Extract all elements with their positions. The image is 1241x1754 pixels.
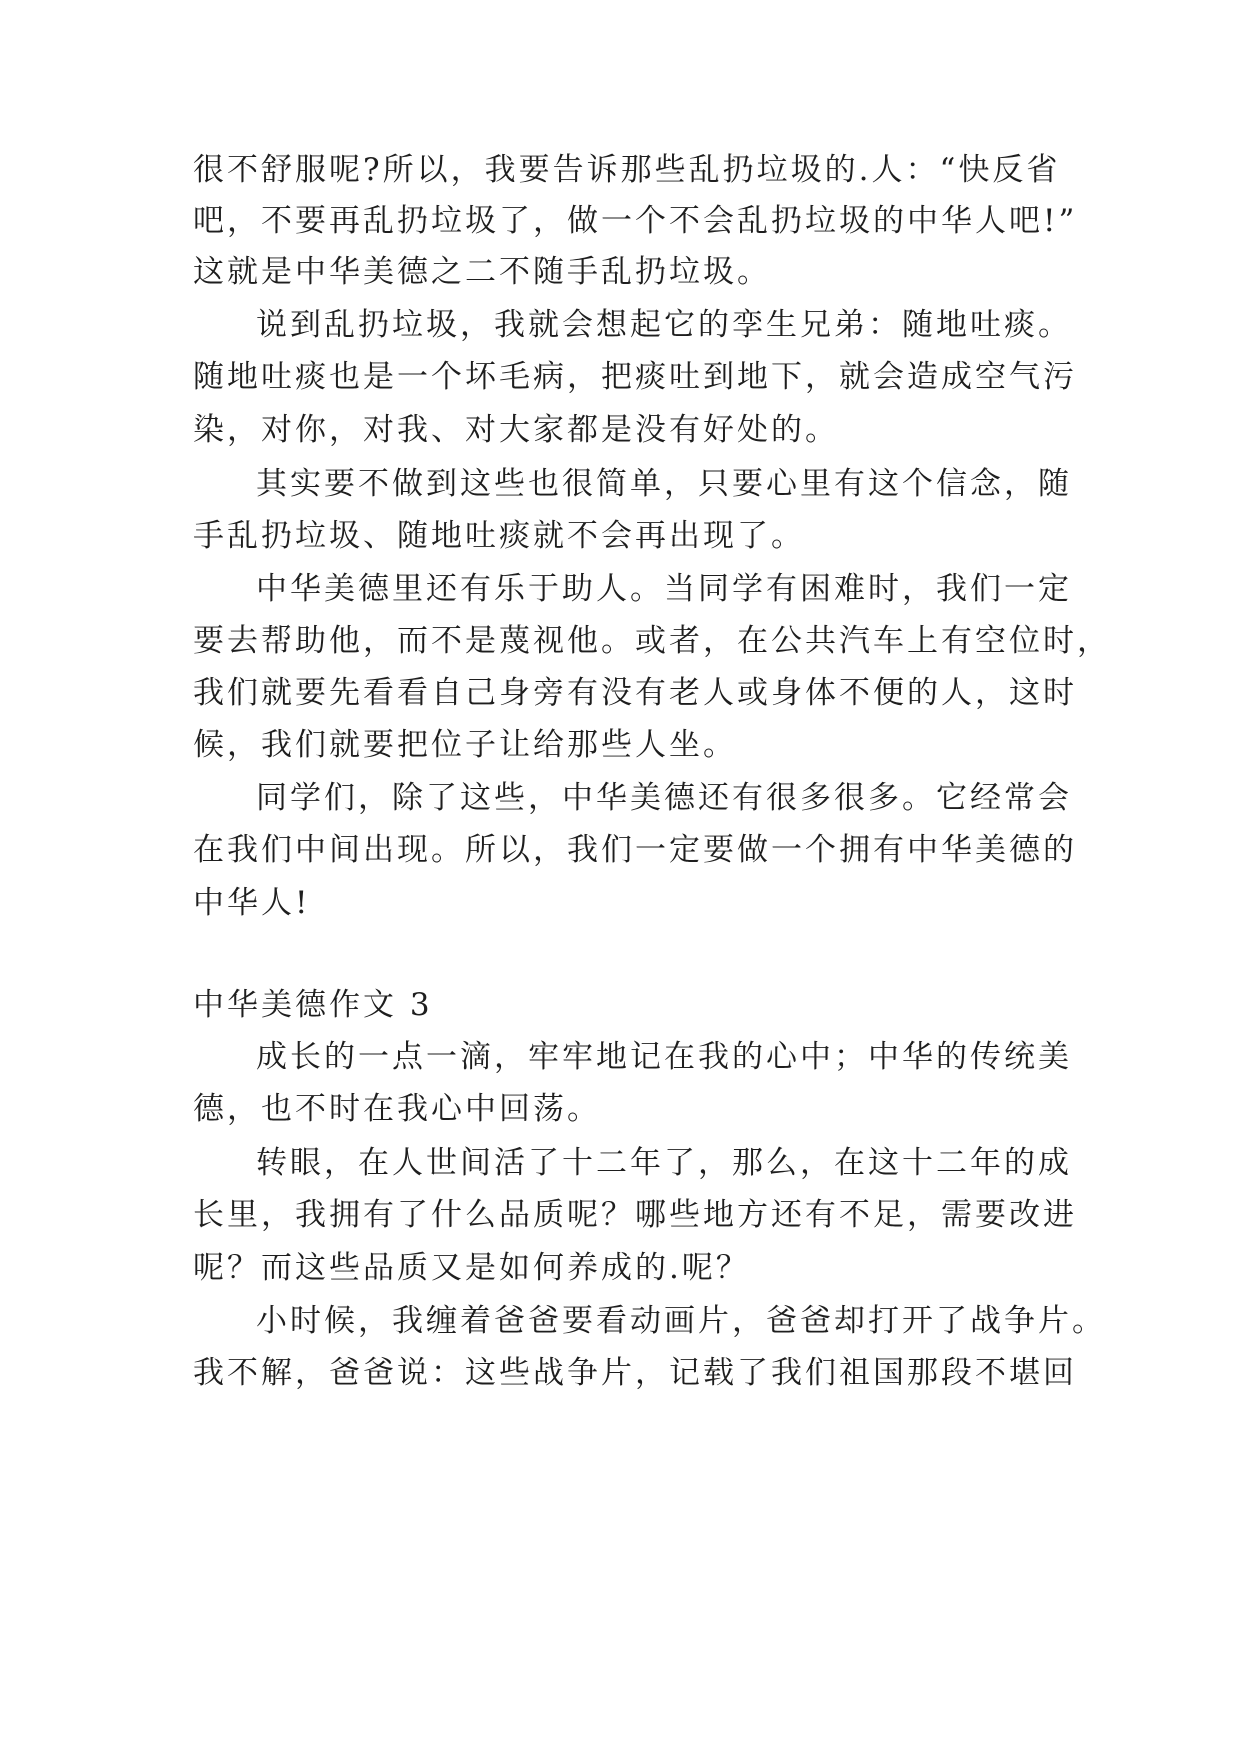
paragraph-start-line: 小时候，我缠着爸爸要看动画片，爸爸却打开了战争片。 [256, 1303, 1106, 1339]
paragraph-start-line: 成长的一点一滴，牢牢地记在我的心中；中华的传统美 [256, 1039, 1072, 1075]
text-line: 手乱扔垃圾、随地吐痰就不会再出现了。 [193, 518, 805, 554]
paragraph-start-line: 中华美德里还有乐于助人。当同学有困难时，我们一定 [256, 571, 1072, 607]
text-line: 在我们中间出现。所以，我们一定要做一个拥有中华美德的 [193, 832, 1077, 868]
text-line: 中华人! [193, 885, 311, 921]
text-line: 我不解，爸爸说：这些战争片，记载了我们祖国那段不堪回 [193, 1355, 1077, 1391]
section-heading: 中华美德作文 3 [193, 987, 433, 1023]
text-line: 长里，我拥有了什么品质呢？哪些地方还有不足，需要改进 [193, 1197, 1077, 1233]
text-line: 随地吐痰也是一个坏毛病，把痰吐到地下，就会造成空气污 [193, 359, 1077, 395]
paragraph-start-line: 说到乱扔垃圾，我就会想起它的孪生兄弟：随地吐痰。 [256, 307, 1072, 343]
text-line: 吧，不要再乱扔垃圾了，做一个不会乱扔垃圾的中华人吧!” [193, 203, 1078, 239]
paragraph-start-line: 同学们，除了这些，中华美德还有很多很多。它经常会 [256, 780, 1072, 816]
paragraph-start-line: 其实要不做到这些也很简单，只要心里有这个信念，随 [256, 466, 1072, 502]
text-line: 呢？而这些品质又是如何养成的.呢？ [193, 1250, 750, 1286]
text-line: 候，我们就要把位子让给那些人坐。 [193, 727, 737, 763]
text-line: 要去帮助他，而不是蔑视他。或者，在公共汽车上有空位时， [193, 623, 1111, 659]
text-line: 这就是中华美德之二不随手乱扔垃圾。 [193, 254, 771, 290]
text-line: 我们就要先看看自己身旁有没有老人或身体不便的人，这时 [193, 675, 1077, 711]
text-line: 染，对你，对我、对大家都是没有好处的。 [193, 412, 839, 448]
text-line: 很不舒服呢?所以，我要告诉那些乱扔垃圾的.人：“快反省 [193, 152, 1061, 188]
paragraph-start-line: 转眼，在人世间活了十二年了，那么，在这十二年的成 [256, 1145, 1072, 1181]
text-line: 德，也不时在我心中回荡。 [193, 1091, 601, 1127]
